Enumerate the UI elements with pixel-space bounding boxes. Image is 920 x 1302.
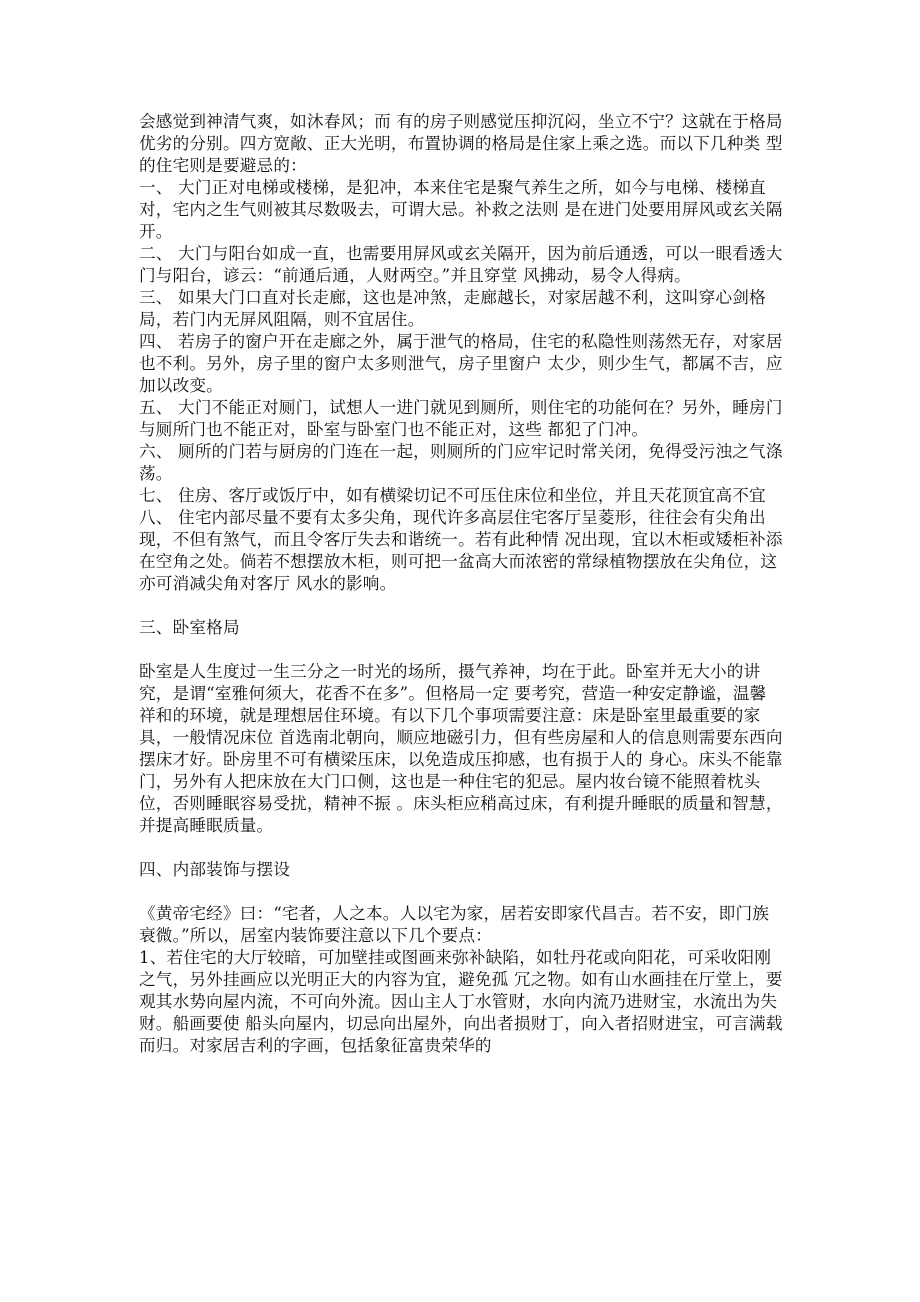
list-item-2: 二、 大门与阳台如成一直，也需要用屏风或玄关隔开，因为前后通透，可以一眼看透大门与阳台，谚云：“前通后通，人财两空。”并且穿堂 风拂动，易令人得病。 — [139, 244, 783, 285]
spacer — [139, 881, 783, 903]
spacer — [139, 837, 783, 859]
section-3-body: 卧室是人生度过一生三分之一时光的场所，摄气养神，均在于此。卧室并无大小的讲究，是谓“室雅何须大，花香不在多”。但格局一定 要考究，营造一种安定静谧，温馨祥和的环境，就是理想居住环境。有以下几个事项需要注意：床是卧室里最重要的家具，一般情况床位 首选南北朝向，顺应地磁引力，但有些房屋和人的信息则需要东西向摆床才好。卧房里不可有横梁压床，以免造成压抑感，也有损于人的 身心。床头不能靠门，另外有人把床放在大门口侧，这也是一种住宅的犯忌。屋内妆台镜不能照着枕头位，否则睡眠容易受扰，精神不振 。床头柜应稍高过床，有利提升睡眠的质量和智慧，并提高睡眠质量。 — [139, 662, 783, 835]
document-page — [139, 111, 783, 1057]
list-item-3: 三、 如果大门口直对长走廊，这也是冲煞，走廊越长，对家居越不利，这叫穿心剑格局，若门内无屏风阻隔，则不宜居住。 — [139, 288, 766, 329]
list-item-1: 一、 大门正对电梯或楼梯，是犯冲，本来住宅是聚气养生之所，如今与电梯、楼梯直对，宅内之生气则被其尽数吸去，可谓大忌。补救之法则 是在进门处要用屏风或玄关隔开。 — [139, 178, 783, 241]
list-item-5: 五、 大门不能正对厕门，试想人一进门就见到厕所，则住宅的功能何在？另外，睡房门与厕所门也不能正对，卧室与卧室门也不能正对，这些 都犯了门冲。 — [139, 398, 783, 439]
list-item-4: 四、 若房子的窗户开在走廊之外，属于泄气的格局，住宅的私隐性则荡然无存，对家居也不利。另外，房子里的窗户太多则泄气，房子里窗户 太少，则少生气，都属不吉，应加以改变。 — [139, 332, 783, 395]
intro-paragraph: 会感觉到神清气爽，如沐春风；而 有的房子则感觉压抑沉闷，坐立不宁？这就在于格局优劣的分别。四方宽敞、正大光明，布置协调的格局是住家上乘之选。而以下几种类 型的住宅则是要避忌的： — [139, 112, 783, 175]
list-item-7: 七、 住房、客厅或饭厅中，如有横梁切记不可压住床位和坐位，并且天花顶宜高不宜八、 住宅内部尽量不要有太多尖角，现代许多高层住宅客厅呈菱形，往往会有尖角出现，不但有煞气，而且令客厅失去和谐统一。若有此种情 况出现，宜以木柜或矮柜补添在空角之处。倘若不想摆放木柜，则可把一盆高大而浓密的常绿植物摆放在尖角位，这亦可消减尖角对客厅 风水的影响。 — [139, 486, 783, 593]
section-4-body: 《黄帝宅经》曰：“宅者，人之本。人以宅为家，居若安即家代昌吉。若不安，即门族衰微。”所以，居室内装饰要注意以下几个要点： — [139, 904, 770, 945]
section-4-title: 四、内部装饰与摆设 — [139, 860, 291, 879]
spacer — [139, 595, 783, 617]
section-3-title: 三、卧室格局 — [139, 618, 240, 637]
section-4-point-1: 1、若住宅的大厅较暗，可加壁挂或图画来弥补缺陷，如牡丹花或向阳花，可采收阳刚之气，另外挂画应以光明正大的内容为宜，避免孤 冗之物。如有山水画挂在厅堂上，要观其水势向屋内流，不可向外流。因山主人丁水管财，水向内流乃进财宝，水流出为失财。船画要使 船头向屋内，切忌向出屋外，向出者损财丁，向入者招财进宝，可言满载而归。对家居吉利的字画，包括象征富贵荣华的 — [139, 948, 783, 1055]
spacer — [139, 639, 783, 661]
list-item-6: 六、 厕所的门若与厨房的门连在一起，则厕所的门应牢记时常关闭，免得受污浊之气涤荡。 — [139, 442, 783, 483]
